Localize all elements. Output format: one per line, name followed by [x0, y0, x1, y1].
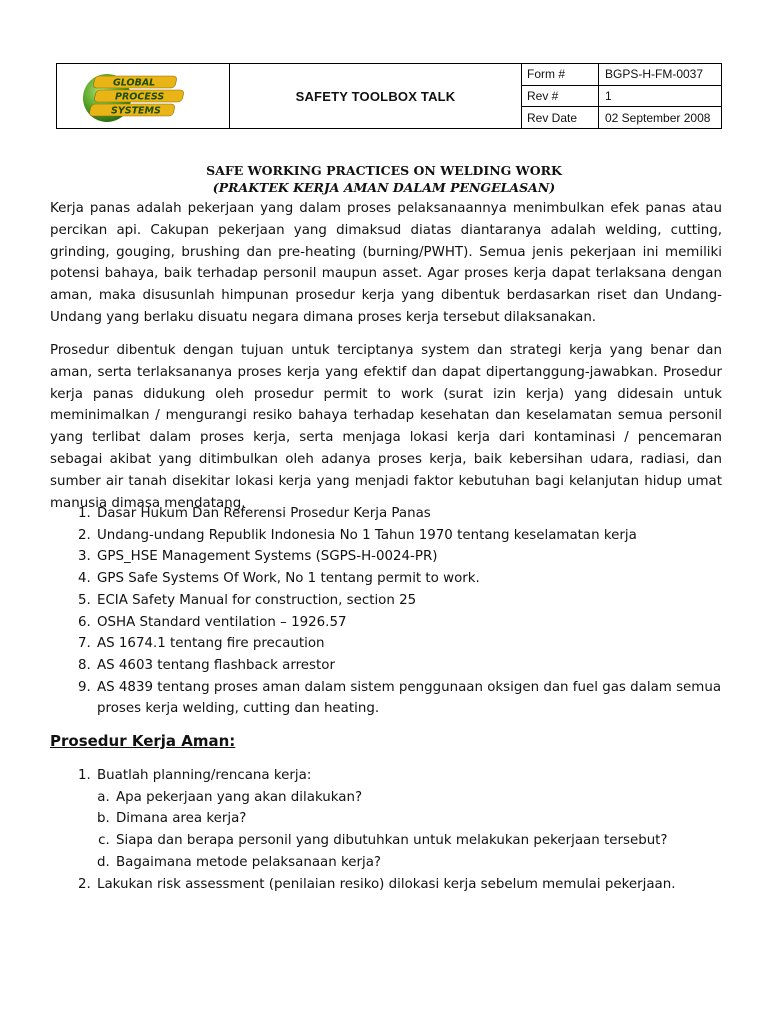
list-item: 1. Dasar Hukum Dan Referensi Prosedur Kerja Panas: [95, 503, 767, 525]
reference-list: [50, 503, 767, 720]
step-text: Buatlah planning/rencana kerja:: [97, 768, 312, 783]
document-title: SAFE WORKING PRACTICES ON WELDING WORK: [206, 163, 562, 178]
list-item: 9. AS 4839 tentang proses aman dalam sistem penggunaan oksigen dan fuel gas dalam semua proses kerja welding, cutting dan heating.: [95, 677, 767, 720]
sub-step-item: a. Apa pekerjaan yang akan dilakukan?: [114, 787, 767, 809]
form-number-row: [522, 64, 721, 86]
logo-word-3: SYSTEMS: [111, 105, 161, 117]
revision-date-value: 02 September 2008: [605, 110, 711, 125]
step-item: [95, 765, 767, 874]
list-item: 6. OSHA Standard ventilation – 1926.57: [95, 612, 767, 634]
form-number-label: Form #: [522, 64, 599, 85]
list-item: 5. ECIA Safety Manual for construction, section 25: [95, 590, 767, 612]
form-title: SAFETY TOOLBOX TALK: [230, 64, 522, 128]
section-heading: Prosedur Kerja Aman:: [50, 732, 236, 750]
document-subtitle: (PRAKTEK KERJA AMAN DALAM PENGELASAN): [212, 180, 556, 195]
logo-word-1: GLOBAL: [113, 77, 156, 89]
sub-step-list: [97, 787, 767, 874]
list-item: 2. Undang-undang Republik Indonesia No 1 Tahun 1970 tentang keselamatan kerja: [95, 525, 767, 547]
revision-date-row: [522, 107, 721, 128]
revision-row: [522, 86, 721, 108]
sub-step-item: d. Bagaimana metode pelaksanaan kerja?: [114, 852, 767, 874]
step-item: [95, 874, 767, 896]
revision-label: Rev #: [522, 86, 599, 107]
list-item: 7. AS 1674.1 tentang fire precaution: [95, 633, 767, 655]
form-header-table: [56, 63, 722, 129]
sub-step-item: b. Dimana area kerja?: [114, 808, 767, 830]
form-number-value: BGPS-H-FM-0037: [605, 67, 704, 82]
list-item: 4. GPS Safe Systems Of Work, No 1 tentang permit to work.: [95, 568, 767, 590]
intro-paragraph: Kerja panas adalah pekerjaan yang dalam proses pelaksanaannya menimbulkan efek panas atau percikan api. Cakupan pekerjaan yang dimaksud diatas diantaranya adalah welding, cutting, grinding, gouging, brushing dan pre-heating (burning/PWHT). Semua jenis pekerjaan ini memiliki potensi bahaya, baik terhadap personil maupun asset. Agar proses kerja dapat terlaksana dengan aman, maka disusunlah himpunan prosedur kerja yang dibentuk berdasarkan riset dan Undang-Undang yang berlaku disuatu negara dimana proses kerja tersebut dilaksanakan.: [50, 201, 722, 325]
revision-date-label: Rev Date: [522, 107, 599, 128]
form-meta: [522, 64, 721, 128]
revision-value: 1: [605, 89, 612, 103]
logo-word-2: PROCESS: [115, 91, 165, 103]
list-item: 8. AS 4603 tentang flashback arrestor: [95, 655, 767, 677]
step-text: Lakukan risk assessment (penilaian resiko) dilokasi kerja sebelum memulai pekerjaan.: [97, 876, 676, 892]
company-logo: [79, 68, 209, 126]
purpose-paragraph: Prosedur dibentuk dengan tujuan untuk terciptanya system dan strategi kerja yang benar dan aman, serta terlaksananya proses kerja yang efektif dan dapat dipertanggung-jawabkan. Prosedur kerja panas didukung oleh prosedur permit to work (surat izin kerja) yang didesain untuk meminimalkan / mengurangi resiko bahaya terhadap kesehatan dan keselamatan semua personil yang terlibat dalam proses kerja, serta menjaga lokasi kerja dari kontaminasi / pencemaran sebagai akibat yang ditimbulkan oleh adanya proses kerja, baik kebersihan udara, radiasi, dan sumber air tanah disekitar lokasi kerja yang menjadi faktor kebutuhan bagi kelanjutan hidup umat manusia dimasa mendatang.: [50, 343, 722, 511]
list-item: 3. GPS_HSE Management Systems (SGPS-H-0024-PR): [95, 546, 767, 568]
procedure-steps: [50, 765, 767, 895]
sub-step-item: c. Siapa dan berapa personil yang dibutuhkan untuk melakukan pekerjaan tersebut?: [114, 830, 767, 852]
logo-cell: [57, 64, 230, 128]
